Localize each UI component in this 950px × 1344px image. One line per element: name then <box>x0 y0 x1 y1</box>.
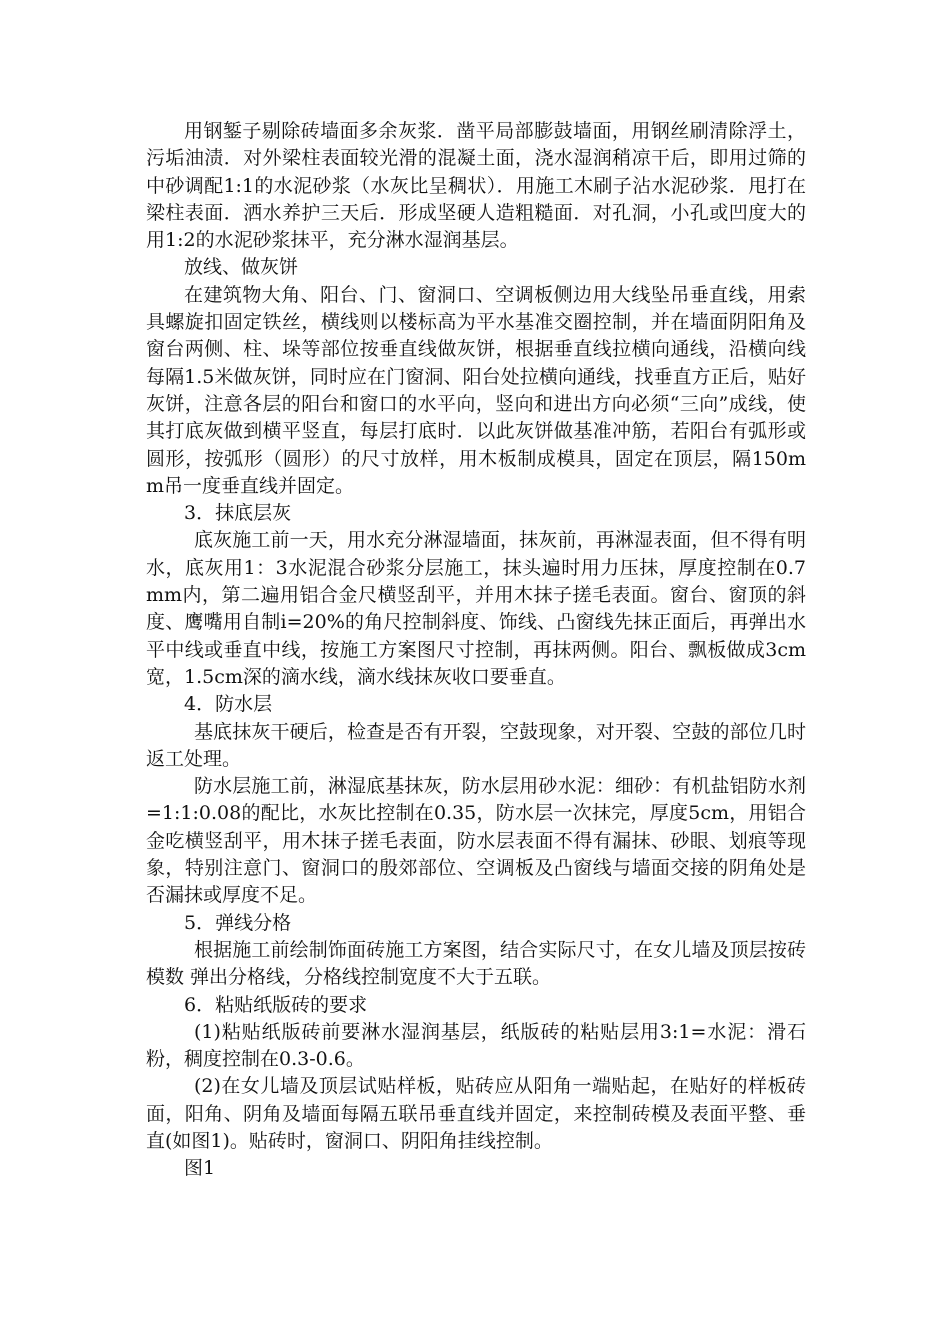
heading-base-coat: 3．抹底层灰 <box>184 502 292 525</box>
paragraph-tile-item-2: (2)在女儿墙及顶层试贴样板，贴砖应从阳角一端贴起，在贴好的样板砖面，阳角、阴角及墙面每隔五联吊垂直线并固定，来控制砖模及表面平整、垂直(如图1)。贴砖时，窗洞口、阴阳角挂线控制。 <box>146 1075 806 1152</box>
paragraph-tile-item-1: (1)粘贴纸版砖前要淋水湿润基层，纸版砖的粘贴层用3:1=水泥：滑石粉，稠度控制在0.3-0.6。 <box>146 1020 806 1071</box>
figure-caption: 图1 <box>184 1157 216 1180</box>
paragraph-waterproof-check: 基底抹灰干硬后，检查是否有开裂，空鼓现象，对开裂、空鼓的部位几时返工处理。 <box>146 720 806 770</box>
heading-tile-requirements: 6．粘贴纸版砖的要求 <box>184 993 368 1016</box>
paragraph-waterproof-layer: 防水层施工前，淋湿底基抹灰，防水层用砂水泥：细砂：有机盐铝防水剂=1:1:0.08的配比，水灰比控制在0.35，防水层一次抹完，厚度5cm，用铝合金吃横竖刮平，用木抹子搓毛表面，防水层表面不得有漏抹、砂眼、划痕等现象，特别注意门、窗洞口的殷郊部位、空调板及凸窗线与墙面交接的阴角处是否漏抹或厚度不足。 <box>146 775 806 907</box>
paragraph-grid-lines: 根据施工前绘制饰面砖施工方案图，结合实际尺寸，在女儿墙及顶层按砖模数 弹出分格线，分格线控制宽度不大于五联。 <box>146 938 806 989</box>
heading-setting-out: 放线、做灰饼 <box>184 256 299 279</box>
paragraph-surface-prep: 用钢錾子剔除砖墙面多余灰浆．凿平局部膨鼓墙面，用钢丝刷清除浮土，污垢油渍．对外梁柱表面较光滑的混凝土面，浇水湿润稍凉干后，即用过筛的中砂调配1:1的水泥砂浆（水灰比呈稠状）．用施工木刷子沾水泥砂浆．甩打在梁柱表面．洒水养护三天后．形成坚硬人造粗糙面．对孔洞，小孔或凹度大的用1:2的水泥砂浆抹平，充分淋水湿润基层。 <box>146 120 806 252</box>
heading-waterproof: 4．防水层 <box>184 693 273 716</box>
paragraph-setting-out: 在建筑物大角、阳台、门、窗洞口、空调板侧边用大线坠吊垂直线，用索具螺旋扣固定铁丝，横线则以楼标高为平水基准交圈控制，并在墙面阴阳角及窗台两侧、柱、垛等部位按垂直线做灰饼，根据垂直线拉横向通线，沿横向线每隔1.5米做灰饼，同时应在门窗洞、阳台处拉横向通线，找垂直方正后，贴好灰饼，注意各层的阳台和窗口的水平向，竖向和进出方向必须“三向”成线，使其打底灰做到横平竖直，每层打底时．以此灰饼做基准冲筋，若阳台有弧形或圆形，按弧形（圆形）的尺寸放样，用木板制成模具，固定在顶层，隔150mm吊一度垂直线并固定。 <box>146 283 806 497</box>
document-body <box>146 118 806 1183</box>
paragraph-base-coat: 底灰施工前一天，用水充分淋湿墙面，抹灰前，再淋湿表面，但不得有明水，底灰用1：3水泥混合砂浆分层施工，抹头遍时用力压抹，厚度控制在0.7mm内，第二遍用铝合金尺横竖刮平，并用木抹子搓毛表面。窗台、窗顶的斜度、鹰嘴用自制i=20%的角尺控制斜度、饰线、凸窗线先抹正面后，再弹出水平中线或垂直中线，按施工方案图尺寸控制，再抹两侧。阳台、飘板做成3cm宽，1.5cm深的滴水线，滴水线抹灰收口要垂直。 <box>146 529 806 688</box>
heading-grid-lines: 5．弹线分格 <box>184 911 292 934</box>
